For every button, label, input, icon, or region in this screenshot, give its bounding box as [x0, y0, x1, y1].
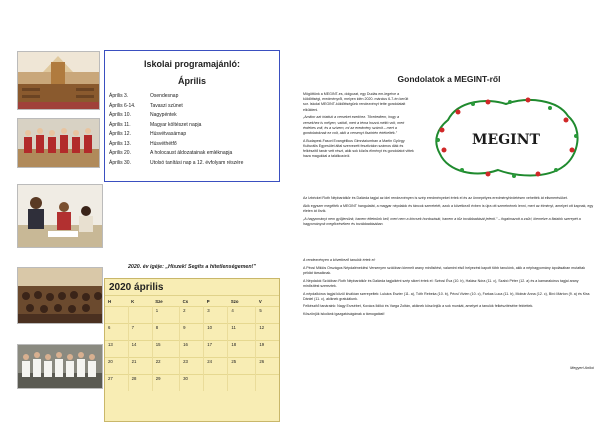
calendar-weekday-header: Szo	[228, 296, 256, 307]
calendar-day: 19	[256, 341, 279, 358]
calendar-day: 13	[105, 341, 128, 358]
calendar-day	[228, 375, 256, 392]
program-item	[105, 130, 279, 140]
results-paragraph-2: A Népdalok Szólóban Roth Népbarátkör és Dalárda tagjaiként szép sikert értek el: Szécsi Éva (10. b), Halász Nóra (11. c), Szabó Péter (12. a) és a kamarakórus tagjai arany minősítést szereztek.	[303, 278, 579, 288]
calendar-day: 12	[256, 324, 279, 341]
calendar-day: 2	[180, 307, 204, 324]
program-item-date: Április 10.	[109, 112, 131, 118]
calendar-week	[105, 341, 279, 358]
calendar-day: 4	[228, 307, 256, 324]
photo-group-white-shirts	[17, 344, 103, 389]
calendar-day: 14	[128, 341, 152, 358]
program-title: Iskolai programajánló:	[143, 59, 241, 69]
calendar-day: 25	[228, 358, 256, 375]
article-paragraph-3: Akik egyszer megélték a MEGINT hangulatát, a magyar népdalok és táncok szeretetét, azok a következő évben is újra ott szeretnének lenni, mert az élményt, amelyet ott kapnak, egy életen át őrzik.	[303, 203, 594, 213]
photo-church-audience	[17, 267, 103, 324]
program-item-date: Április 13.	[109, 140, 131, 147]
program-item-event: Nagypéntek	[150, 112, 177, 118]
article-intro: Mögöttünk a MEGINT-es, dolgozat, egy Dudás em-legetve a küldöttségi, eredményről, melyen idén 2020. március 6-7-én került sor. Iskolai MEGINT-küldöttségünk rendezvényt tette gondolatait elküldeni.	[303, 92, 409, 112]
calendar-day: 1	[152, 307, 179, 324]
article-paragraph-2: Az Izbéckei Roth Népbarátkör és Dalárda tagjai az idei rendezvényen is szép eredményeket értek el és az ünnepélyes eredményhirdetésen vehették át elismerésüket.	[303, 196, 568, 200]
calendar-day: 9	[180, 324, 204, 341]
calendar-day	[105, 307, 128, 324]
program-item-event: A holocaust áldozatainak emléknapja	[150, 150, 233, 156]
program-item	[105, 111, 279, 121]
april-calendar	[104, 278, 280, 422]
calendar-day: 23	[180, 358, 204, 375]
program-item	[105, 149, 279, 159]
calendar-day: 18	[228, 341, 256, 358]
program-item-date: Április 12.	[109, 131, 131, 137]
calendar-day: 17	[204, 341, 228, 358]
program-item-date: Április 6-14.	[109, 102, 136, 109]
calendar-day: 7	[128, 324, 152, 341]
results-paragraph-1: A Pécsi Miklós Országos Népdaléneklési Versenyen szólóban kiemelt arany minősítést, valamint első helyezést kapott több tanulónk, akik a néphagyomány ápolásában mutattak példát társaiknak.	[303, 265, 586, 275]
calendar-day: 16	[180, 341, 204, 358]
year-motto: 2020. év igéje: „Hiszek! Segíts a hitetlenségemen!”	[127, 264, 257, 270]
photo-group-red-shirts	[17, 118, 100, 168]
results-paragraph-4: Felkészítő tanáraink: Nagy Erzsébet, Kovács Ildikó és Varga Zoltán, akiknek köszönjük a sok munkát, amelyet a tanulók felkészítésébe fektettek.	[303, 304, 534, 309]
program-item	[105, 121, 279, 131]
calendar-day: 20	[105, 358, 128, 375]
program-item	[105, 92, 279, 102]
calendar-title: 2020 április	[109, 282, 164, 293]
calendar-day: 11	[228, 324, 256, 341]
calendar-grid	[105, 295, 279, 391]
calendar-week	[105, 307, 279, 324]
calendar-day: 24	[204, 358, 228, 375]
calendar-week	[105, 375, 279, 392]
calendar-day: 5	[256, 307, 279, 324]
results-block	[303, 258, 595, 320]
calendar-day: 6	[105, 324, 128, 341]
photo-students-classroom	[17, 184, 103, 248]
calendar-week	[105, 324, 279, 341]
program-box	[104, 50, 280, 182]
calendar-day: 8	[152, 324, 179, 341]
calendar-day: 28	[128, 375, 152, 392]
article-intro-block	[303, 92, 415, 162]
calendar-day: 21	[128, 358, 152, 375]
article-quote-1: „Amikor azt írtattuk a verseket ezekhez. Törekedtem, hogy a versekhez is mélyen, valódi, mert a téma hozzá méltó volt, mert érdekes volt, és a szívem, mi az eredmény számít – mert a gondolatoknak ez volt, akik a versenyt őszintén értékelték.”	[303, 115, 405, 135]
program-item-event: Tavaszi szünet	[150, 102, 183, 109]
calendar-weekday-header: V	[256, 296, 279, 307]
calendar-day	[204, 375, 228, 392]
calendar-day: 26	[256, 358, 279, 375]
calendar-day: 29	[152, 375, 179, 392]
program-item-date: Április 3.	[109, 93, 129, 99]
program-item-date: Április 20.	[109, 150, 131, 156]
calendar-day	[256, 375, 279, 392]
program-item	[105, 159, 279, 169]
program-item-event: Húsvéthétfő	[150, 140, 177, 147]
meg-int-logo	[418, 90, 594, 184]
calendar-weekday-header: K	[128, 296, 152, 307]
program-item	[105, 102, 279, 112]
program-item-event: Utolsó tanítási nap a 12. évfolyam részére	[150, 159, 244, 166]
calendar-day	[128, 307, 152, 324]
calendar-weekday-header: H	[105, 296, 128, 307]
article-paragraph-1: A Budapest-Fasori Evangélikus Gimnáziumban a Martin György Kulturális Egyesület által szervezett fesztiválon számos diák és felkészítő tanár vett részt, akik sok közös élményt és gondolatot vittek haza magukkal a találkozóról.	[303, 138, 414, 159]
calendar-day: 30	[180, 375, 204, 392]
program-month: Április	[177, 76, 206, 86]
results-paragraph-3: A népdalkórus tagjai közül kiválóan szerepeltek: Lukács Eszter (11. a), Tóth Rebeka (10. b), Pécsi Vivien (10. c), Farkas Luca (11. b), Molnár Anna (12. c), Bíró Márton (9. a) és Kiss Dániel (11. c), akiknek gratulálunk.	[303, 291, 590, 301]
results-title: A rendezvényen a következő tanulók értek el:	[303, 258, 376, 262]
program-item-event: Osendesnap	[150, 93, 179, 99]
article-title: Gondolatok a MEGINT-ről	[397, 74, 501, 84]
article-signature: Megyeri Anikó	[570, 366, 594, 370]
program-item-event: Húsvétvasárnap	[150, 131, 187, 137]
logo-text: MEGINT	[472, 132, 540, 148]
program-list	[105, 92, 279, 168]
calendar-day: 22	[152, 358, 179, 375]
results-paragraph-5: Köszönjük iskolánk igazgatóságának a támogatást!	[303, 312, 385, 317]
calendar-weekday-header: P	[204, 296, 228, 307]
program-item-event: Magyar költészet napja	[150, 121, 202, 128]
article-quote-2: „A hagyományt nem gyűjtenünk, hanem éltetnünk kell, mert nem a kincsek hordozását, hanem a tűz továbbadását jelenti.” – fogalmazott a zsűri, kiemelve a fiatalok szerepét a hagyományok megőrzésében és továbbadásában.	[303, 216, 581, 226]
program-item-date: Április 30.	[109, 159, 131, 166]
calendar-day: 27	[105, 375, 128, 392]
program-item	[105, 140, 279, 150]
calendar-day: 10	[204, 324, 228, 341]
calendar-weekday-header: Cs	[180, 296, 204, 307]
calendar-day: 3	[204, 307, 228, 324]
calendar-day: 15	[152, 341, 179, 358]
photo-church-interior	[17, 51, 100, 110]
calendar-weekday-header: Sze	[152, 296, 179, 307]
article-body-block	[303, 196, 595, 230]
calendar-week	[105, 358, 279, 375]
program-item-date: Április 11.	[109, 121, 131, 128]
